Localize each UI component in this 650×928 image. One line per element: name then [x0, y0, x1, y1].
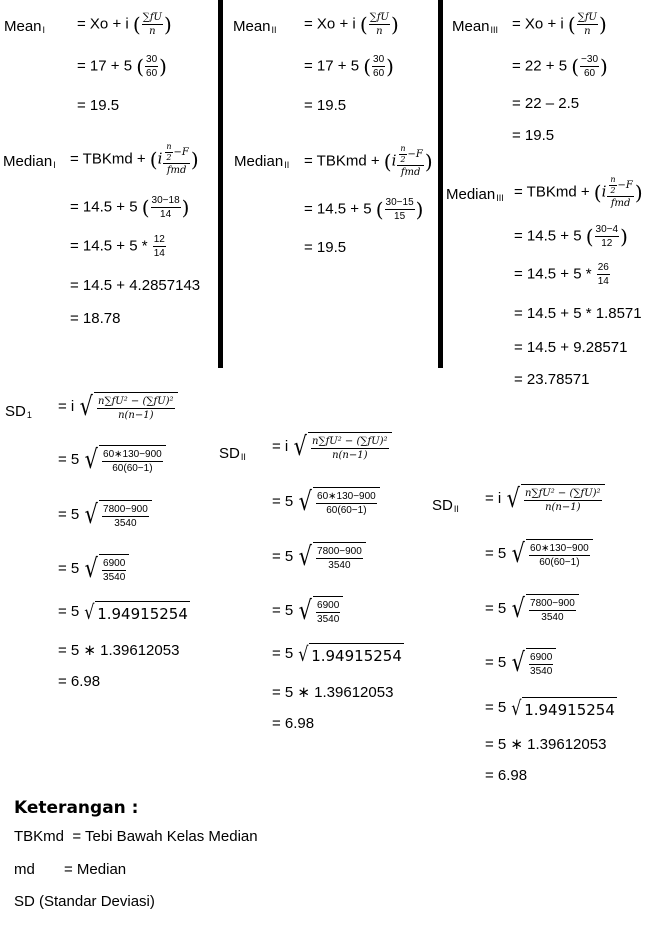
- sd-2-step-2: = 5 √ $\frac{60∗130-900}{60(60-1)}$: [272, 487, 380, 517]
- sd-2-formula: = i √ $\frac{\text{n∑fU² − (∑fU)²}}{n(n-1)}$: [272, 432, 392, 462]
- sd-3-step-5: = 5 √ 1.94915254: [485, 696, 615, 720]
- median-3-step-4: = 14.5 + 5 * 1.8571: [514, 305, 642, 322]
- sd-3-step-6: = 5 ∗ 1.39612053: [485, 736, 607, 753]
- median-1-result: = 18.78: [70, 310, 121, 327]
- sd-3-step-4: = 5 √ $\frac{6900}{3540}$: [485, 648, 556, 678]
- sd-3-step-2: = 5 √ $\frac{60∗130-900}{60(60-1)}$: [485, 539, 593, 569]
- median-1-step-4: = 14.5 + 4.2857143: [70, 277, 201, 294]
- column-divider-left: [218, 0, 223, 368]
- mean-3-result: = 19.5: [512, 127, 555, 144]
- median-2-result: = 19.5: [304, 239, 347, 256]
- median-3-step-5: = 14.5 + 9.28571: [514, 339, 628, 356]
- sd-1-step-6: = 5 ∗ 1.39612053: [58, 642, 180, 659]
- sd-2-step-3: = 5 √ $\frac{7800-900}{3540}$: [272, 542, 366, 572]
- median-1-label: Median$_I$: [3, 153, 56, 170]
- mean-1-label: Mean$_I$: [4, 18, 46, 35]
- sd-3-label: $SD_{II}$: [432, 497, 459, 514]
- sd-2-step-4: = 5 √ $\frac{6900}{3540}$: [272, 596, 343, 626]
- sd-1-step-4: = 5 √ $\frac{6900}{3540}$: [58, 554, 129, 584]
- sd-1-step-2: = 5 √ $\frac{60∗130-900}{60(60-1)}$: [58, 445, 166, 475]
- legend-title: Keterangan :: [14, 798, 139, 818]
- sd-3-result: = 6.98: [485, 767, 528, 784]
- median-2-label: Median$_{II}$: [234, 153, 290, 170]
- mean-1-result: = 19.5: [77, 97, 120, 114]
- legend-line-md: md = Median: [14, 861, 127, 878]
- median-2-formula: = TBKmd + (i $\frac{n}{2}$ −F fmd ): [304, 144, 433, 178]
- mean-2-step-2: = 17 + 5 ( $\frac{30}{60}$ ): [304, 54, 394, 79]
- sd-2-result: = 6.98: [272, 715, 315, 732]
- sd-1-step-3: = 5 √ $\frac{7800-900}{3540}$: [58, 500, 152, 530]
- legend-line-tbkmd: TBKmd = Tebi Bawah Kelas Median: [14, 828, 258, 845]
- mean-3-formula: = Xo + i ( $\frac{\sum fU}{n}$ ): [512, 12, 607, 37]
- legend-line-sd: SD (Standar Deviasi): [14, 893, 155, 910]
- median-3-result: = 23.78571: [514, 371, 590, 388]
- mean-3-step-2: = 22 + 5 ( $\frac{-30}{60}$ ): [512, 54, 608, 79]
- sd-1-result: = 6.98: [58, 673, 101, 690]
- median-3-step-2: = 14.5 + 5 ( $\frac{30-4}{12}$ ): [514, 224, 628, 249]
- mean-2-formula: = Xo + i ( $\frac{\sum fU}{n}$ ): [304, 12, 399, 37]
- mean-3-label: Mean$_{III}$: [452, 18, 499, 35]
- median-3-label: Median$_{III}$: [446, 186, 504, 203]
- median-1-formula: = TBKmd + (i $\frac{n}{2}$ −F fmd ): [70, 142, 199, 176]
- mean-2-result: = 19.5: [304, 97, 347, 114]
- median-1-step-3: = 14.5 + 5 * $\frac{12}{14}$: [70, 234, 165, 259]
- sd-3-formula: = i √ $\frac{\text{n∑fU² − (∑fU)²}}{n(n-1)}$: [485, 484, 605, 514]
- mean-3-step-3: = 22 – 2.5: [512, 95, 580, 112]
- median-2-step-2: = 14.5 + 5 ( $\frac{30-15}{15}$ ): [304, 197, 424, 222]
- sd-2-label: $SD_{II}$: [219, 445, 246, 462]
- sd-2-step-5: = 5 √ 1.94915254: [272, 642, 402, 666]
- sd-1-formula: = i √ $\frac{\text{n∑fU² − (∑fU)²}}{n(n-1)}$: [58, 392, 178, 422]
- median-1-step-2: = 14.5 + 5 ( $\frac{30-18}{14}$ ): [70, 195, 190, 220]
- sd-1-label: $SD_1$: [5, 403, 32, 420]
- sd-3-step-3: = 5 √ $\frac{7800-900}{3540}$: [485, 594, 579, 624]
- mean-2-label: Mean$_{II}$: [233, 18, 277, 35]
- sd-2-step-6: = 5 ∗ 1.39612053: [272, 684, 394, 701]
- mean-1-step-2: = 17 + 5 ( $\frac{30}{60}$ ): [77, 54, 167, 79]
- mean-1-formula: = Xo + i ( $\frac{\sum fU}{n}$ ): [77, 12, 172, 37]
- sd-1-step-5: = 5 √ 1.94915254: [58, 600, 188, 624]
- median-3-formula: = TBKmd + (i $\frac{n}{2}$ −F fmd ): [514, 175, 643, 209]
- median-3-step-3: = 14.5 + 5 * $\frac{26}{14}$: [514, 262, 609, 287]
- column-divider-right: [438, 0, 443, 368]
